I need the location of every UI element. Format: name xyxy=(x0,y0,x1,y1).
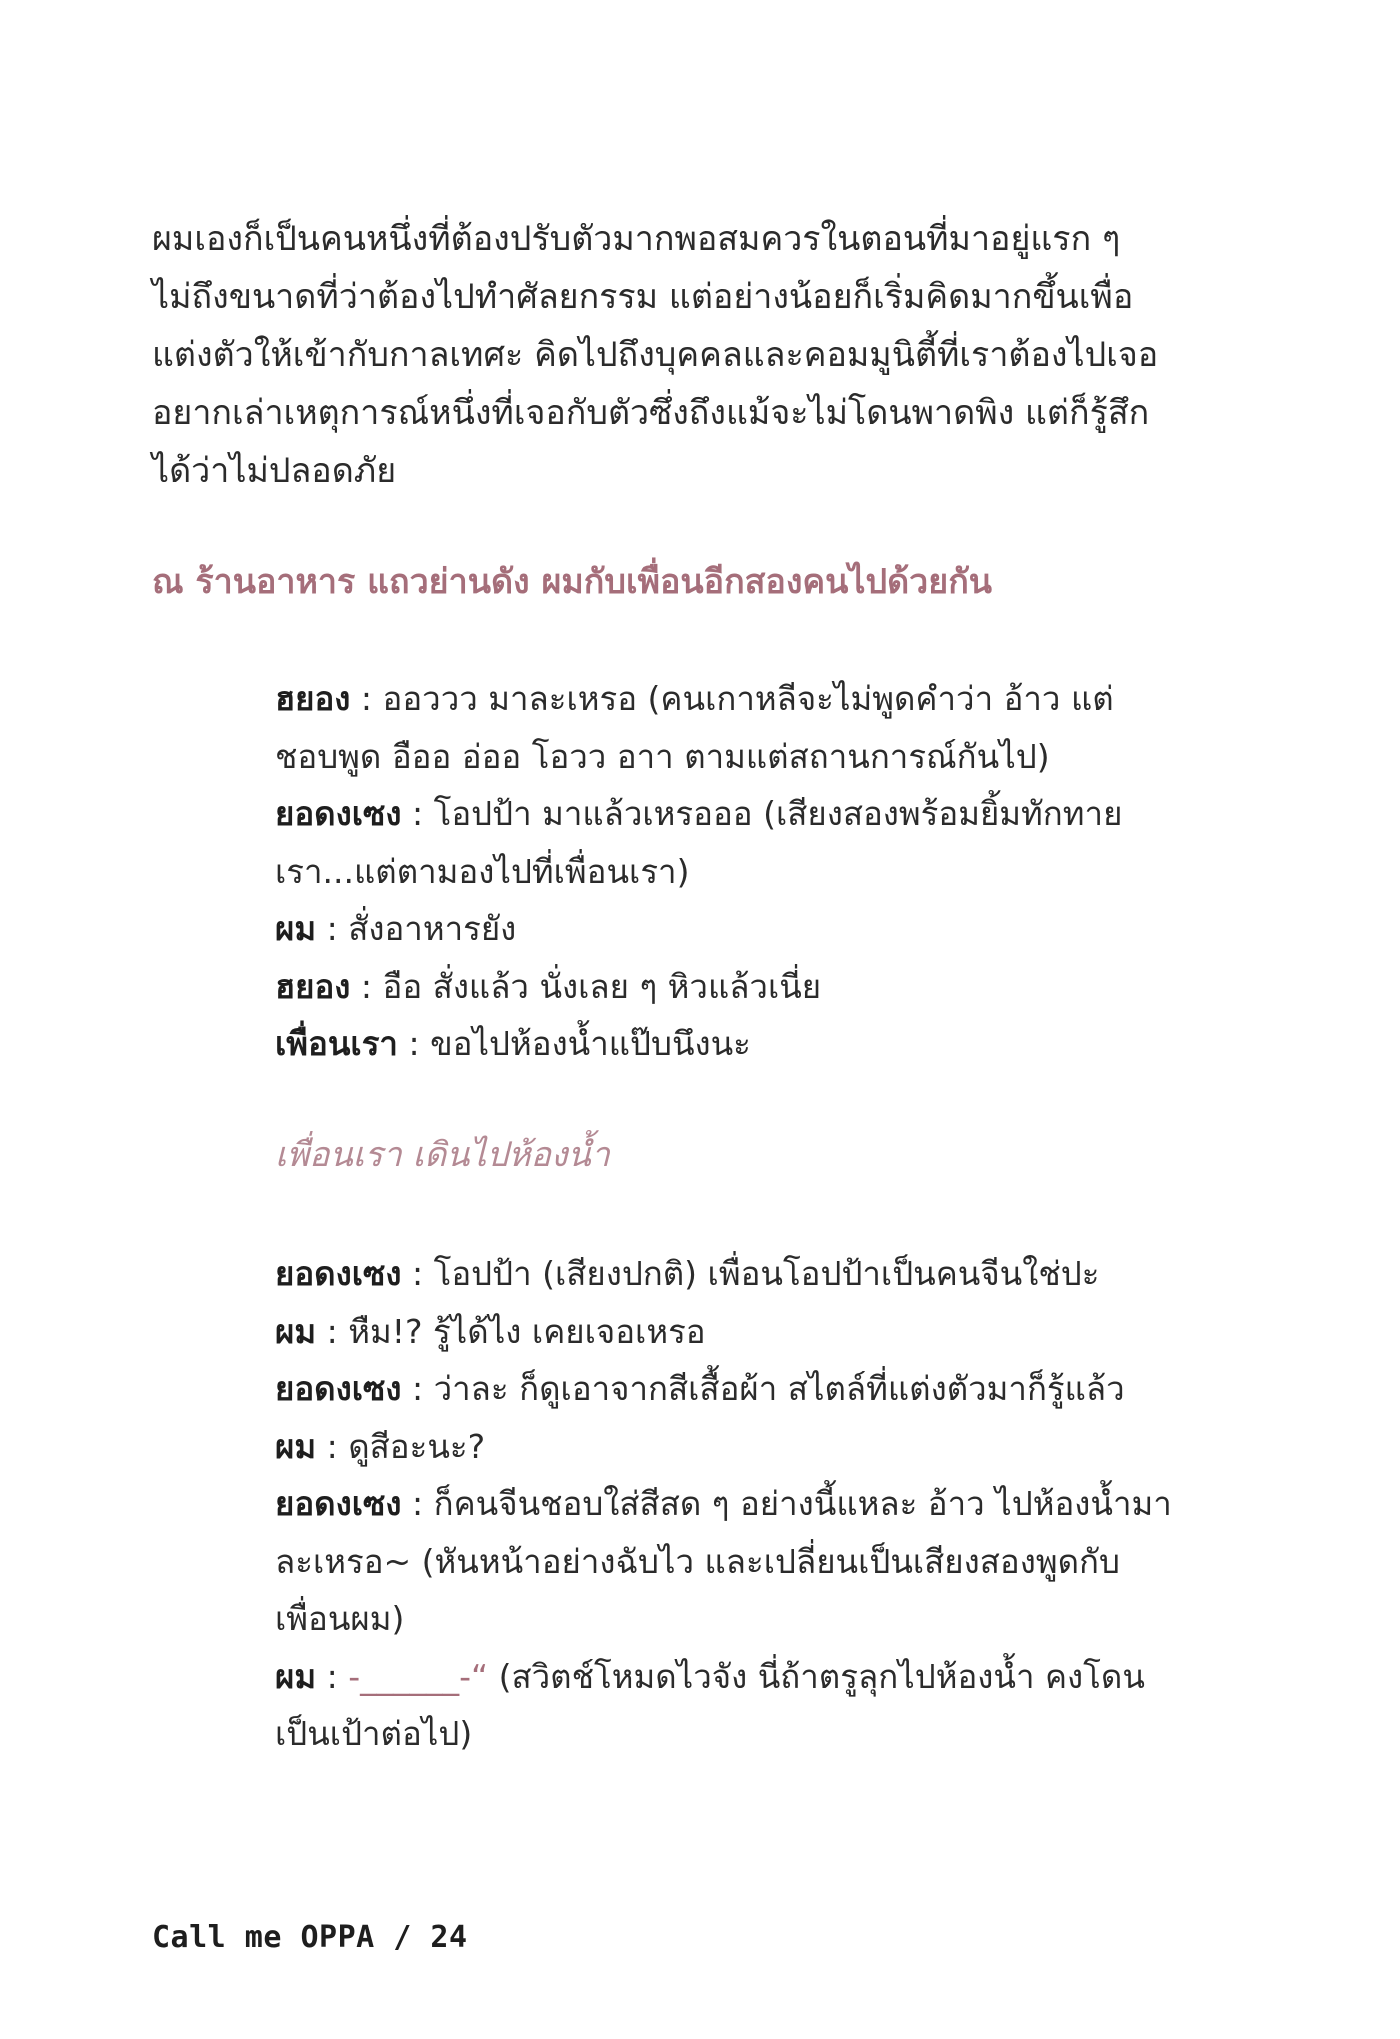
intro-paragraph: ผมเองก็เป็นคนหนึ่งที่ต้องปรับตัวมากพอสมควรในตอนที่มาอยู่แรก ๆ ไม่ถึงขนาดที่ว่าต้องไปทำศัลยกรรม แต่อย่างน้อยก็เริ่มคิดมากขึ้นเพื่อแต่งตัวให้เข้ากับกาลเทศะ คิดไปถึงบุคคลและคอมมูนิตี้ที่เราต้องไปเจอ อยากเล่าเหตุการณ์หนึ่งที่เจอกับตัวซึ่งถึงแม้จะไม่โดนพาดพิง แต่ก็รู้สึกได้ว่าไม่ปลอดภัย xyxy=(152,219,1159,491)
speaker-name: ยอดงเซง xyxy=(275,1369,402,1408)
dialogue-line: ยอดงเซง : ก็คนจีนชอบใส่สีสด ๆ อย่างนี้แหละ อ้าว ไปห้องน้ำมาละเหรอ~ (หันหน้าอย่างฉับไว และเปลี่ยนเป็นเสียงสองพูดกับเพื่อนผม) xyxy=(275,1484,1172,1638)
stage-direction: เพื่อนเรา เดินไปห้องน้ำ xyxy=(275,1135,610,1175)
dialogue-text: โอปป้า (เสียงปกติ) เพื่อนโอปป้าเป็นคนจีนใช่ปะ xyxy=(433,1254,1100,1293)
page-footer: Call me OPPA / 24 xyxy=(152,1920,468,1955)
dialogue-text: สั่งอาหารยัง xyxy=(348,909,517,948)
dialogue-line: ผม : หืม!? รู้ได้ไง เคยเจอเหรอ xyxy=(275,1311,706,1351)
speaker-name: ผม xyxy=(275,909,317,948)
dialogue-text: อือ สั่งแล้ว นั่งเลย ๆ หิวแล้วเนี่ย xyxy=(382,966,822,1006)
speaker-name: ยอดงเซง xyxy=(275,794,402,833)
dialogue-block-1 xyxy=(275,670,1175,1073)
speaker-name: ผม xyxy=(275,1656,317,1696)
dialogue-line: เพื่อนเรา : ขอไปห้องน้ำแป๊บนึงนะ xyxy=(275,1024,751,1063)
speaker-name: ฮยอง xyxy=(275,966,351,1006)
dialogue-text: ขอไปห้องน้ำแป๊บนึงนะ xyxy=(430,1024,751,1063)
dialogue-line: ฮยอง : อือ สั่งแล้ว นั่งเลย ๆ หิวแล้วเนี่ย xyxy=(275,966,822,1006)
dialogue-text: (สวิตช์โหมดไวจัง นี่ถ้าตรูลุกไปห้องน้ำ คงโดนเป็นเป้าต่อไป) xyxy=(275,1656,1145,1753)
speaker-name: ยอดงเซง xyxy=(275,1254,402,1293)
dialogue-line: ผม : สั่งอาหารยัง xyxy=(275,909,517,948)
dialogue-line: ฮยอง : ออววว มาละเหรอ (คนเกาหลีจะไม่พูดคำว่า อ้าว แต่ชอบพูด อืออ อ่ออ โอวว อาา ตามแต่สถานการณ์กันไป) xyxy=(275,679,1114,776)
speaker-name: ฮยอง xyxy=(275,679,351,718)
dialogue-text: โอปป้า มาแล้วเหรอออ (เสียงสองพร้อมยิ้มทักทายเรา...แต่ตามองไปที่เพื่อนเรา) xyxy=(275,794,1123,891)
dialogue-line: ยอดงเซง : ว่าละ ก็ดูเอาจากสีเสื้อผ้า สไตล์ที่แต่งตัวมาก็รู้แล้ว xyxy=(275,1369,1125,1408)
speaker-name: ผม xyxy=(275,1426,317,1466)
dialogue-text: ก็คนจีนชอบใส่สีสด ๆ อย่างนี้แหละ อ้าว ไปห้องน้ำมาละเหรอ~ (หันหน้าอย่างฉับไว และเปลี่ยนเป็นเสียงสองพูดกับเพื่อนผม) xyxy=(275,1484,1172,1638)
dialogue-text: หืม!? รู้ได้ไง เคยเจอเหรอ xyxy=(348,1311,706,1351)
dialogue-line: ผม : ดูสีอะนะ? xyxy=(275,1426,486,1466)
speaker-name: ผม xyxy=(275,1311,317,1351)
flat-face-emoticon: -______-“ xyxy=(348,1656,489,1696)
dialogue-text: ออววว มาละเหรอ (คนเกาหลีจะไม่พูดคำว่า อ้าว แต่ชอบพูด อืออ อ่ออ โอวว อาา ตามแต่สถานการณ์กันไป) xyxy=(275,679,1114,776)
dialogue-text: ว่าละ ก็ดูเอาจากสีเสื้อผ้า สไตล์ที่แต่งตัวมาก็รู้แล้ว xyxy=(433,1369,1125,1408)
dialogue-block-2 xyxy=(275,1245,1175,1763)
speaker-name: เพื่อนเรา xyxy=(275,1024,398,1063)
dialogue-line: ยอดงเซง : โอปป้า (เสียงปกติ) เพื่อนโอปป้าเป็นคนจีนใช่ปะ xyxy=(275,1254,1100,1293)
dialogue-text: ดูสีอะนะ? xyxy=(348,1426,486,1466)
dialogue-line-last: ผม : -______-“ (สวิตช์โหมดไวจัง นี่ถ้าตรูลุกไปห้องน้ำ คงโดนเป็นเป้าต่อไป) xyxy=(275,1656,1145,1753)
speaker-name: ยอดงเซง xyxy=(275,1484,402,1523)
dialogue-line: ยอดงเซง : โอปป้า มาแล้วเหรอออ (เสียงสองพร้อมยิ้มทักทายเรา...แต่ตามองไปที่เพื่อนเรา) xyxy=(275,794,1123,891)
scene-heading: ณ ร้านอาหาร แถวย่านดัง ผมกับเพื่อนอีกสองคนไปด้วยกัน xyxy=(152,562,993,602)
